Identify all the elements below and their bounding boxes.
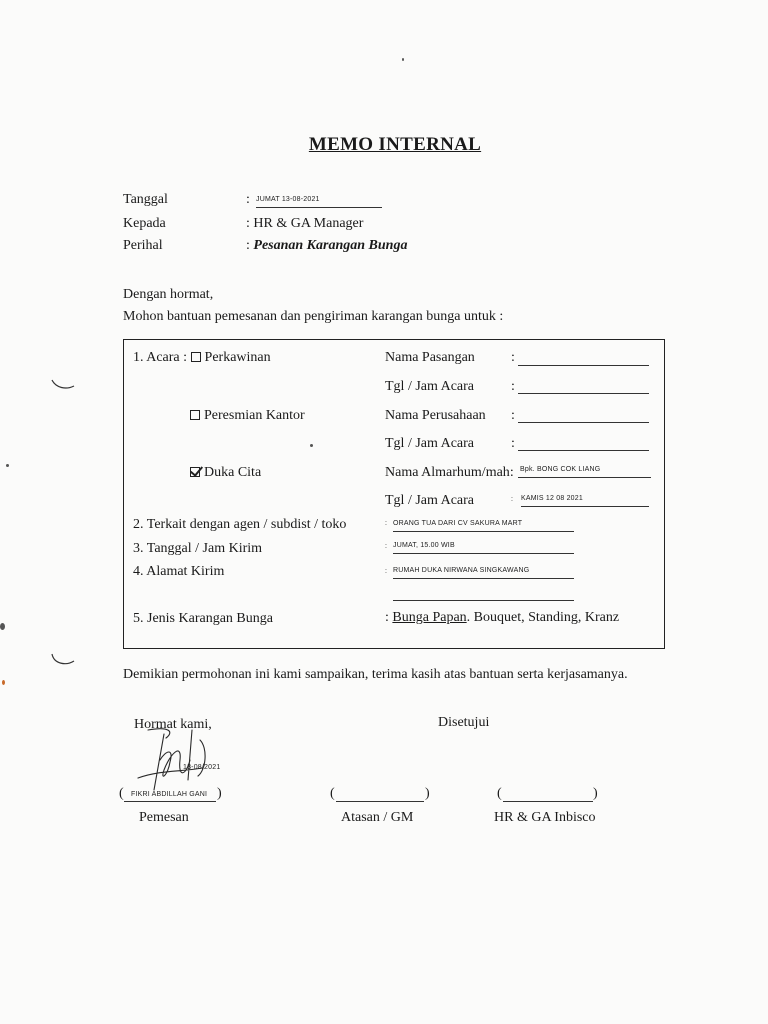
colon: : <box>385 543 388 550</box>
paren-open: ( <box>497 786 502 801</box>
sign-date: 13-08/2021 <box>183 764 221 771</box>
memo-title: MEMO INTERNAL <box>308 134 482 155</box>
tgl-jam-acara-label-1: Tgl / Jam Acara <box>385 379 475 394</box>
acara-label: 1. Acara : Perkawinan <box>133 350 271 365</box>
tgl-jam-acara-label-3: Tgl / Jam Acara <box>385 493 475 508</box>
scan-mark <box>2 680 5 685</box>
disetujui: Disetujui <box>438 715 490 730</box>
perihal-label: Perihal <box>123 238 163 253</box>
colon: : <box>511 436 515 451</box>
tanggal-colon: : <box>246 192 250 207</box>
hormat-kami: Hormat kami, <box>134 717 212 732</box>
tanggal-label: Tanggal <box>123 192 168 207</box>
jenis-others: Bouquet, Standing, Kranz <box>473 610 620 625</box>
scan-mark <box>50 652 76 668</box>
scan-mark <box>50 378 76 392</box>
duka-cita-checkbox[interactable] <box>190 467 200 477</box>
atasan-line[interactable] <box>336 801 424 802</box>
colon: : <box>511 496 514 503</box>
duka-tgl-value: KAMIS 12 08 2021 <box>521 495 649 507</box>
nama-pasangan-line[interactable] <box>518 365 649 366</box>
jenis-label: 5. Jenis Karangan Bunga <box>133 611 273 626</box>
colon: : <box>511 408 515 423</box>
peresmian-label: Peresmian Kantor <box>204 408 305 423</box>
kepada-label: Kepada <box>123 216 166 231</box>
perkawinan-label: Perkawinan <box>204 350 271 365</box>
greeting: Dengan hormat, <box>123 287 214 302</box>
atasan-label: Atasan / GM <box>341 810 414 825</box>
colon: : <box>385 568 388 575</box>
alamat-label: 4. Alamat Kirim <box>133 564 225 579</box>
kepada-value: : HR & GA Manager <box>246 216 364 231</box>
terkait-value: ORANG TUA DARI CV SAKURA MART <box>393 520 574 532</box>
nama-perusahaan-line[interactable] <box>518 422 649 423</box>
perihal-value: : Pesanan Karangan Bunga <box>246 238 408 253</box>
terkait-label: 2. Terkait dengan agen / subdist / toko <box>133 517 347 532</box>
pemesan-label: Pemesan <box>139 810 189 825</box>
tgl-jam-acara-label-2: Tgl / Jam Acara <box>385 436 475 451</box>
paren-open: ( <box>119 786 124 801</box>
tanggal-kirim-value: JUMAT, 15.00 WIB <box>393 542 574 554</box>
duka-cita-option <box>190 465 261 481</box>
peresmian-checkbox[interactable] <box>190 410 200 420</box>
request-text: Mohon bantuan pemesanan dan pengiriman karangan bunga untuk : <box>123 309 504 324</box>
colon: : <box>511 350 515 365</box>
paren-close: ) <box>425 786 430 801</box>
paren-close: ) <box>217 786 222 801</box>
colon: : <box>385 520 388 527</box>
closing-text: Demikian permohonan ini kami sampaikan, terima kasih atas bantuan serta kerjasamanya. <box>123 667 628 682</box>
colon: : <box>511 379 515 394</box>
scan-mark <box>0 623 5 630</box>
peresmian-option <box>190 408 305 424</box>
almarhum-value: Bpk. BONG COK LIANG <box>518 466 651 478</box>
tanggal-kirim-label: 3. Tanggal / Jam Kirim <box>133 541 263 556</box>
tgl-jam-acara-line-2[interactable] <box>518 450 649 451</box>
scan-mark <box>402 58 404 61</box>
scan-mark <box>6 464 9 467</box>
paren-close: ) <box>593 786 598 801</box>
alamat-extra-line[interactable] <box>393 600 574 601</box>
pemesan-line <box>124 801 216 802</box>
tgl-jam-acara-line-1[interactable] <box>518 393 649 394</box>
alamat-value: RUMAH DUKA NIRWANA SINGKAWANG <box>393 567 574 579</box>
tanggal-value: JUMAT 13-08-2021 <box>256 196 382 208</box>
paren-open: ( <box>330 786 335 801</box>
hr-label: HR & GA Inbisco <box>494 810 596 825</box>
perkawinan-checkbox[interactable] <box>191 352 201 362</box>
nama-almarhum-label: Nama Almarhum/mah: <box>385 465 514 480</box>
nama-perusahaan-label: Nama Perusahaan <box>385 408 486 423</box>
pemesan-name: FIKRI ABDILLAH GANI <box>131 791 208 798</box>
handwritten-signature <box>130 720 240 800</box>
nama-pasangan-label: Nama Pasangan <box>385 350 475 365</box>
jenis-selected: Bunga Papan <box>392 610 467 625</box>
jenis-options: : Bunga Papan. Bouquet, Standing, Kranz <box>385 610 620 625</box>
scan-mark <box>310 444 313 447</box>
hr-line[interactable] <box>503 801 593 802</box>
duka-cita-label: Duka Cita <box>204 465 262 480</box>
